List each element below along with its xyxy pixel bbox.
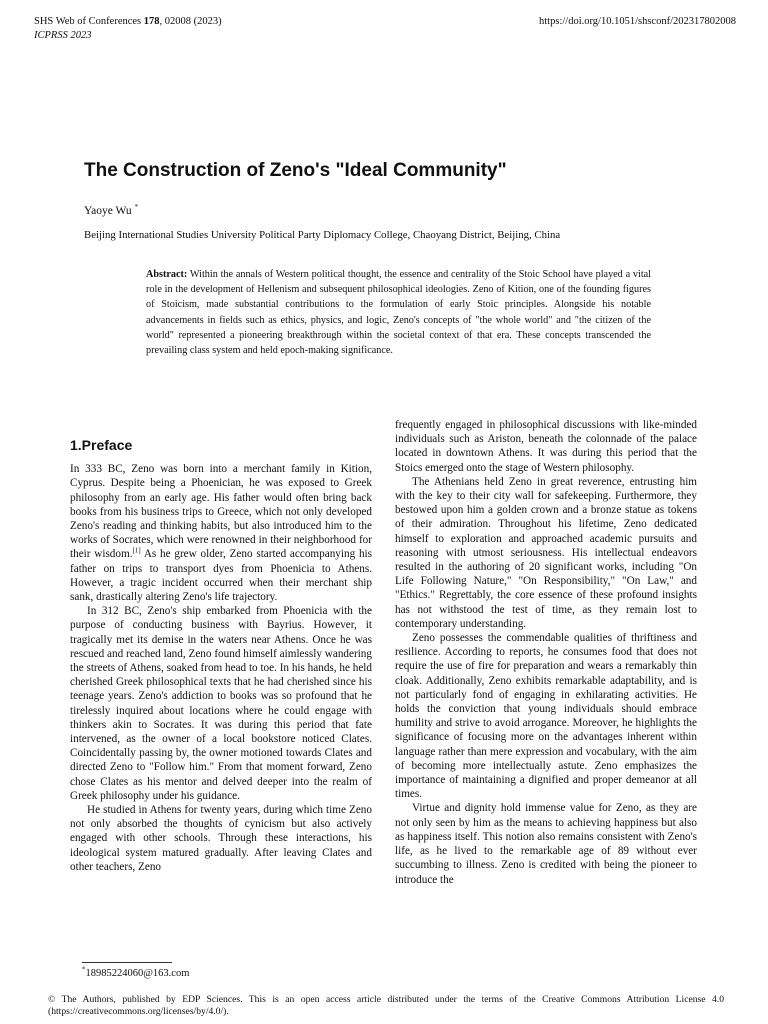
footnote-mark: * bbox=[82, 965, 86, 974]
footnote-divider bbox=[82, 962, 172, 963]
paper-title: The Construction of Zeno's "Ideal Community" bbox=[84, 160, 507, 181]
paragraph: frequently engaged in philosophical discussions with like-minded individuals such as Ariston, beneath the colonnade of the palace located in downtown Athens. It was during this period that the Stoics emerged onto the stage of Western philosophy. bbox=[395, 419, 697, 474]
paragraph: Virtue and dignity hold immense value for Zeno, as they are not only seen by him as the means to achieving happiness but also as happiness itself. This notion also remains consistent with Zeno's life, as he lived to the remarkable age of 89 without ever succumbing to illness. Zeno is credited with being the pioneer to introduce the bbox=[395, 802, 697, 886]
conference-name: ICPRSS 2023 bbox=[34, 30, 92, 41]
abstract bbox=[146, 267, 651, 358]
volume-number: 178 bbox=[143, 16, 160, 27]
paragraph: Zeno possesses the commendable qualities of thriftiness and resilience. According to reports, he consumes food that does not require the use of fire for preparation and wears a remarkably thin cloak. Additionally, Zeno exhibits remarkable adaptability, and is not particularly fond of engaging in exhilarating activities. He holds the conviction that young individuals should embrace humility and strive to avoid arrogance. Moreover, he highlights the significance of focusing more on the advantages inherent within language rather than mere expression and vocabulary, with the aim of becoming more intellectually astute. Zeno emphasizes the importance of maintaining a dignified and proper demeanor at all times. bbox=[395, 632, 697, 801]
paragraph-text: In 333 BC, Zeno was born into a merchant family in Kition, Cyprus. Despite being a Phoenician, he was exposed to Greek philosophy from an early age. His father would often bring back books from his business trips to Greece, which not only developed Zeno's reading and thinking habits, but also introduced him to the works of Socrates, which were renowned in their neighborhood for their wisdom. bbox=[70, 463, 372, 561]
affiliation: Beijing International Studies University Political Party Diplomacy College, Chaoyang District, Beijing, China bbox=[84, 229, 561, 241]
paragraph bbox=[70, 462, 372, 604]
license-notice: © The Authors, published by EDP Sciences. This is an open access article distributed under the terms of the Creative Commons Attribution License 4.0 (https://creativecommons.org/licenses/by/4.0/). bbox=[48, 994, 724, 1017]
footnote bbox=[82, 965, 190, 979]
author-name: Yaoye Wu bbox=[84, 205, 132, 217]
abstract-text: Within the annals of Western political thought, the essence and centrality of the Stoic School have played a vital role in the development of Hellenism and subsequent philosophical ideologies. Zeno of Kition, one of the founding figures of Stoicism, made substantial contributions to the formulation of early Stoic principles. Alongside his notable advancements in fields such as ethics, physics, and logic, Zeno's concepts of "the whole world" and "the citizen of the world" represented a pioneering breakthrough within the societal context of that era. These concepts transcended the prevailing class system and held epoch-making significance. bbox=[146, 269, 651, 357]
author-mark: * bbox=[134, 203, 139, 212]
left-column bbox=[70, 418, 372, 874]
abstract-label: Abstract: bbox=[146, 269, 188, 280]
paragraph: The Athenians held Zeno in great reverence, entrusting him with the key to their city wall for safekeeping. Furthermore, they bestowed upon him a golden crown and a bronze statue as tokens of their admiration. Throughout his lifetime, Zeno dedicated himself to exploration and approached academic pursuits and reasoning with utmost seriousness. His intellectual endeavors resulted in the authoring of 20 significant works, including "On Life Following Nature," "On Responsibility," "On Law," and "Ethics." Regrettably, the core essence of these profound insights has not withstood the test of time, as they remain lost to contemporary understanding. bbox=[395, 475, 697, 630]
journal-name: SHS Web of Conferences bbox=[34, 16, 144, 27]
paragraph: In 312 BC, Zeno's ship embarked from Phoenicia with the purpose of conducting business with Bayrius. However, it tragically met its demise in the waters near Athens. Once he was rescued and reached land, Zeno found himself aimlessly wandering the streets of Athens, soaked from head to toe. In his hands, he held cherished Greek philosophical texts that he had cherished since his teenage years. Zeno's addiction to books was so profound that he tirelessly inquired about locations where he could engage with thinkers akin to Socrates. It was during this period that fate intervened, as the owner of a local bookstore noticed Clates. Coincidentally passing by, the owner motioned towards Clates and directed Zeno to "Follow him." From that moment forward, Zeno chose Clates as his mentor and delved deeper into the realm of Greek philosophy under his guidance. bbox=[70, 605, 372, 802]
paragraph: He studied in Athens for twenty years, during which time Zeno not only absorbed the thoughts of cynicism but also actively engaged with other schools. Through these interactions, his ideological system matured gradually. After leaving Clates and other teachers, Zeno bbox=[70, 804, 372, 873]
doi-link[interactable]: https://doi.org/10.1051/shsconf/202317802008 bbox=[539, 16, 736, 27]
author-line bbox=[84, 205, 138, 217]
footnote-email[interactable]: 18985224060@163.com bbox=[85, 968, 190, 979]
journal-citation bbox=[34, 16, 222, 27]
article-number: , 02008 (2023) bbox=[159, 16, 222, 27]
section-heading: 1.Preface bbox=[70, 437, 133, 453]
citation-ref[interactable]: [1] bbox=[132, 546, 141, 555]
right-column bbox=[395, 418, 697, 887]
paragraph-text: As he grew older, Zeno started accompanying his father on trips to transport dyes from Phoenicia to Athens. However, a tragic incident occurred when their merchant ship sank, drastically altering Zeno's life trajectory. bbox=[70, 548, 372, 604]
